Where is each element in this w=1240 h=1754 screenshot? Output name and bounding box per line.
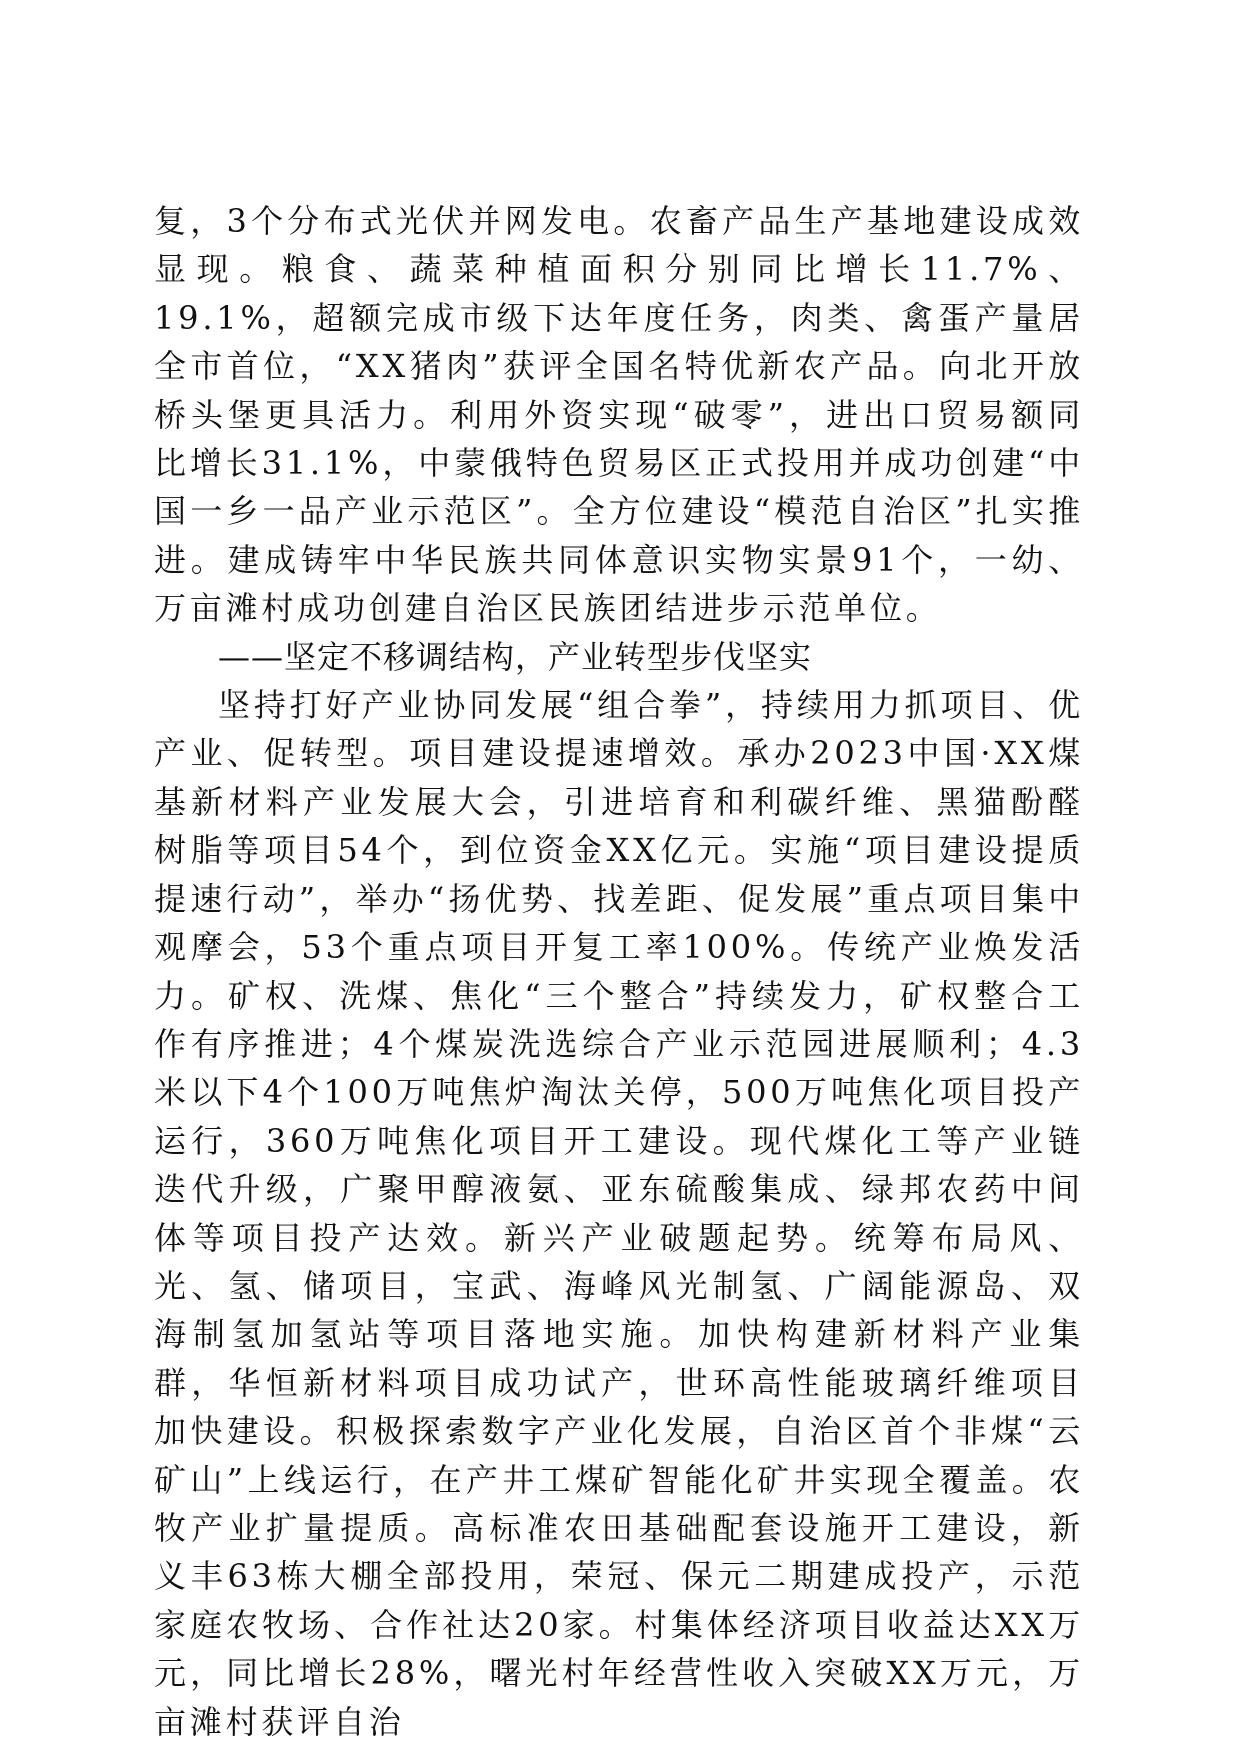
section-heading: ——坚定不移调结构，产业转型步伐坚实 bbox=[218, 637, 813, 676]
body-paragraph-continued: 复，3个分布式光伏并网发电。农畜产品生产基地建设成效显现。粮食、蔬菜种植面积分别同比增长11.7%、19.1%，超额完成市级下达年度任务，肉类、禽蛋产量居全市首位，“XX猪肉”获评全国名特优新农产品。向北开放桥头堡更具活力。利用外资实现“破零”，进出口贸易额同比增长31.1%，中蒙俄特色贸易区正式投用并成功创建“中国一乡一品产业示范区”。全方位建设“模范自治区”扎实推进。建成铸牢中华民族共同体意识实物实景91个，一幼、万亩滩村成功创建自治区民族团结进步示范单位。 bbox=[154, 202, 1084, 628]
body-paragraph: 坚持打好产业协同发展“组合拳”，持续用力抓项目、优产业、促转型。项目建设提速增效。承办2023中国·XX煤基新材料产业发展大会，引进培育和利碳纤维、黑猫酚醛树脂等项目54个，到位资金XX亿元。实施“项目建设提质提速行动”，举办“扬优势、找差距、促发展”重点项目集中观摩会，53个重点项目开复工率100%。传统产业焕发活力。矿权、洗煤、焦化“三个整合”持续发力，矿权整合工作有序推进；4个煤炭洗选综合产业示范园进展顺利；4.3米以下4个100万吨焦炉淘汰关停，500万吨焦化项目投产运行，360万吨焦化项目开工建设。现代煤化工等产业链迭代升级，广聚甲醇液氨、亚东硫酸集成、绿邦农药中间体等项目投产达效。新兴产业破题起势。统筹布局风、光、氢、储项目，宝武、海峰风光制氢、广阔能源岛、双海制氢加氢站等项目落地实施。加快构建新材料产业集群，华恒新材料项目成功试产，世环高性能玻璃纤维项目加快建设。积极探索数字产业化发展，自治区首个非煤“云矿山”上线运行，在产井工煤矿智能化矿井实现全覆盖。农牧产业扩量提质。高标准农田基础配套设施开工建设，新义丰63栋大棚全部投用，荣冠、保元二期建成投产，示范家庭农牧场、合作社达20家。村集体经济项目收益达XX万元，同比增长28%，曙光村年经营性收入突破XX万元，万亩滩村获评自治 bbox=[154, 686, 1084, 1741]
document-body bbox=[154, 197, 1084, 1746]
